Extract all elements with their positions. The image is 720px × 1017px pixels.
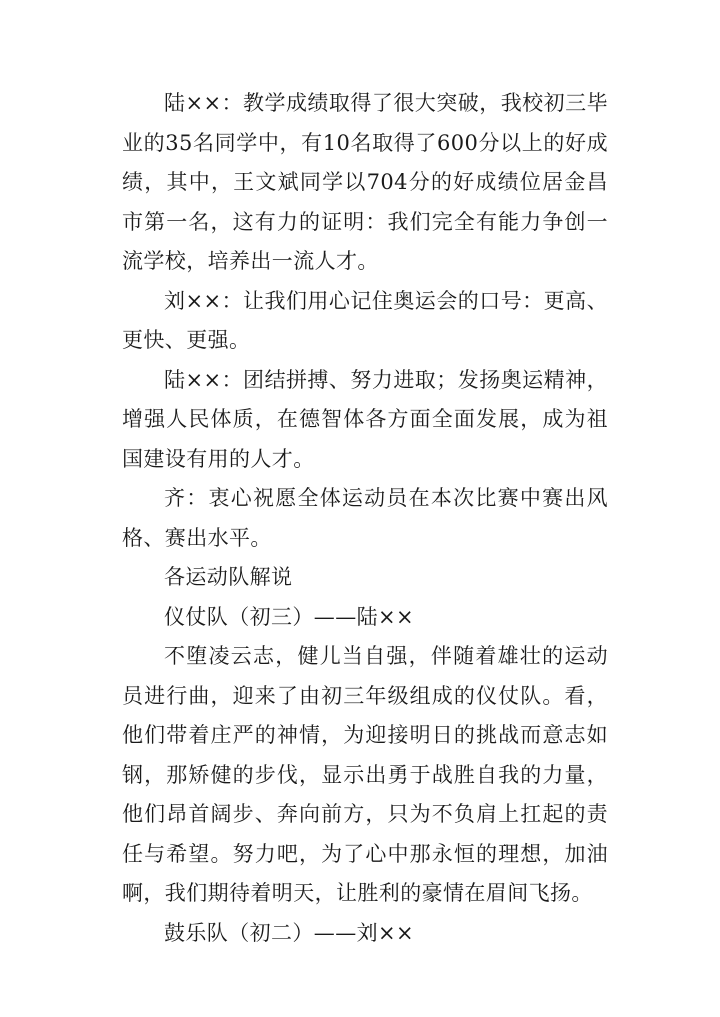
heading-drum-band: 鼓乐队（初二）——刘×× xyxy=(164,920,414,945)
paragraph-liu-olympic-motto: 刘××：让我们用心记住奥运会的口号：更高、更快、更强。 xyxy=(122,288,608,352)
heading-honor-guard: 仪仗队（初三）——陆×× xyxy=(164,604,414,629)
paragraph-lu-teaching-results: 陆××：教学成绩取得了很大突破，我校初三毕业的35名同学中，有10名取得了600分以上的好成绩，其中，王文斌同学以704分的好成绩位居金昌市第一名，这有力的证明：我们完全有能力争创一流学校，培养出一流人才。 xyxy=(122,91,608,273)
document-body xyxy=(122,84,608,953)
section-heading-team-commentary: 各运动队解说 xyxy=(164,565,293,589)
paragraph-honor-guard-commentary: 不堕凌云志，健儿当自强，伴随着雄壮的运动员进行曲，迎来了由初三年级组成的仪仗队。看，他们带着庄严的神情，为迎接明日的挑战而意志如钢，那矫健的步伐，显示出勇于战胜自我的力量，他们昂首阔步、奔向前方，只为不负肩上扛起的责任与希望。努力吧，为了心中那永恒的理想，加油啊，我们期待着明天，让胜利的豪情在眉间飞扬。 xyxy=(122,644,608,905)
paragraph-lu-olympic-spirit: 陆××：团结拼搏、努力进取；发扬奥运精神，增强人民体质，在德智体各方面全面发展，成为祖国建设有用的人才。 xyxy=(122,367,608,471)
paragraph-all-wishes: 齐：衷心祝愿全体运动员在本次比赛中赛出风格、赛出水平。 xyxy=(122,486,608,550)
